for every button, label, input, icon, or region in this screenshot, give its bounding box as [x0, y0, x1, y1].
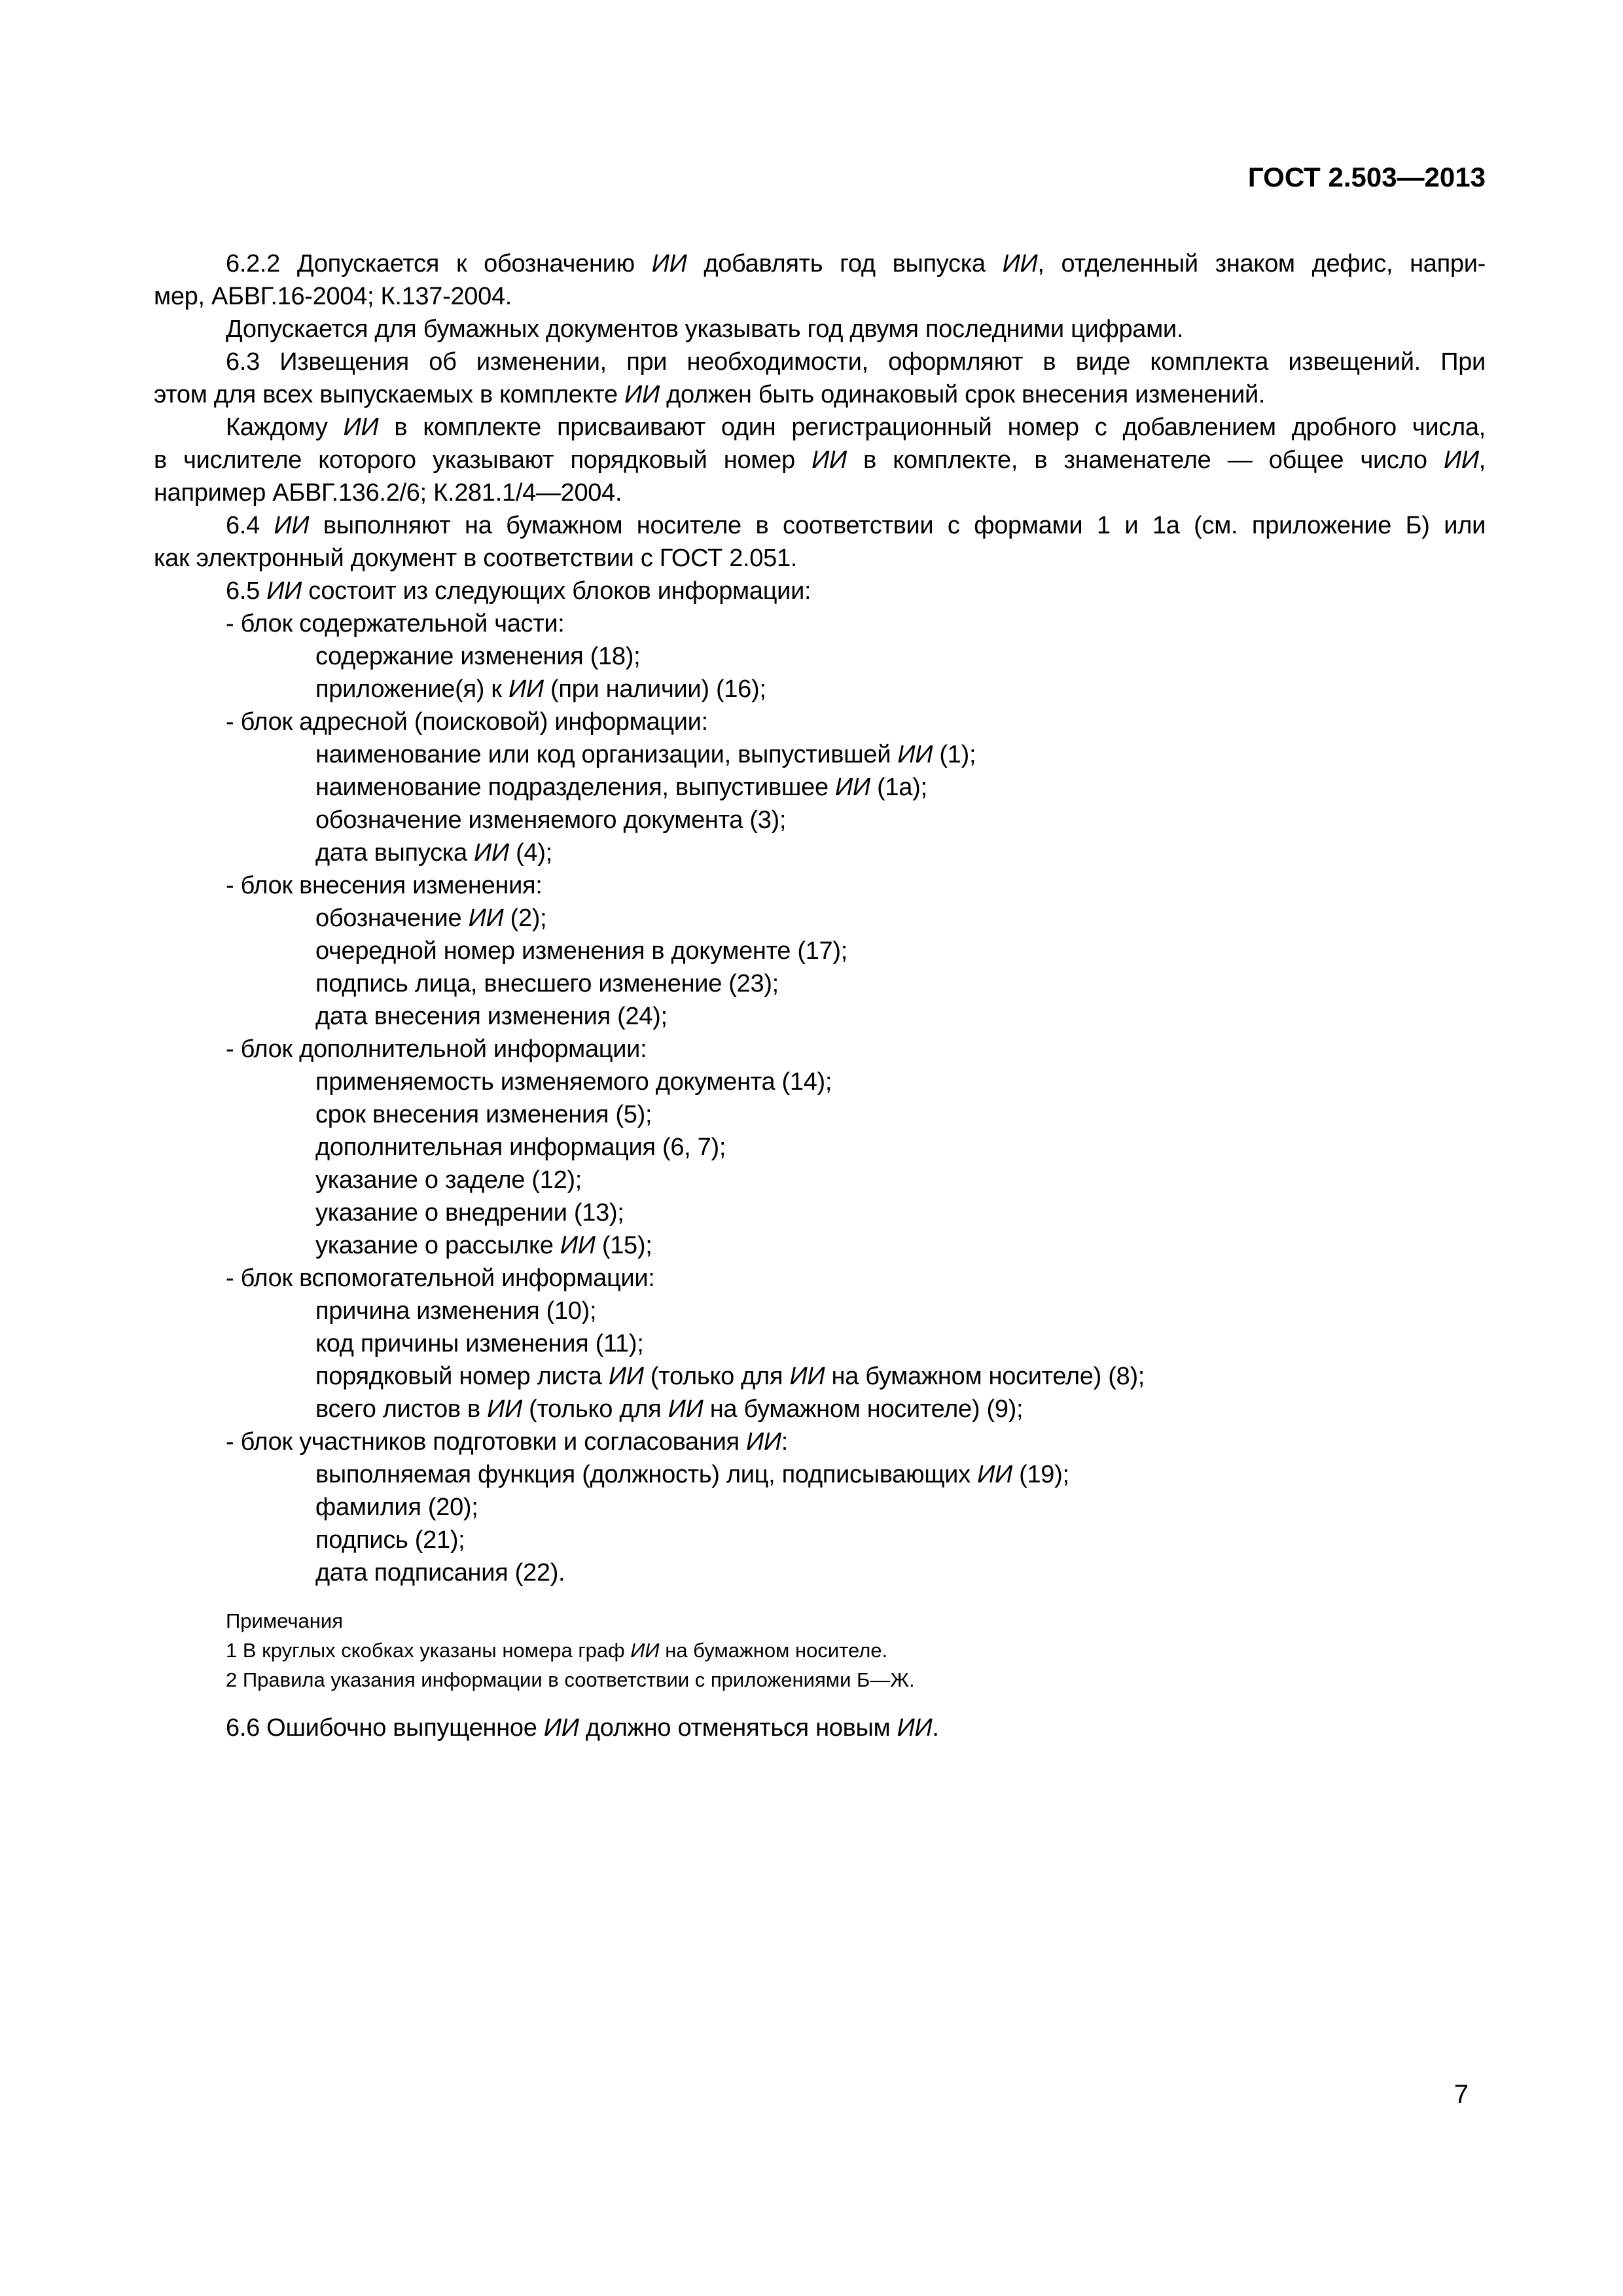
paragraph-continuation-line	[154, 476, 1486, 509]
text-segment: (при наличии) (16);	[543, 675, 766, 703]
sub-item-line	[154, 1524, 1486, 1556]
sub-item-line	[154, 1295, 1486, 1327]
sub-item-line	[154, 1360, 1486, 1393]
term-ii-italic: ИИ	[630, 1639, 660, 1662]
text-segment: указание о внедрении (13);	[315, 1199, 624, 1227]
list-item-line	[154, 607, 1486, 640]
notes-section	[154, 1606, 1486, 1695]
sub-item-line	[154, 673, 1486, 706]
text-segment: - блок дополнительной информации:	[226, 1035, 647, 1063]
term-ii-italic: ИИ	[474, 839, 509, 867]
text-segment: должно отменяться новым	[579, 1714, 897, 1742]
text-segment: (только для	[522, 1395, 668, 1423]
term-ii-italic: ИИ	[897, 741, 933, 768]
sub-item-line	[154, 1066, 1486, 1098]
text-segment: состоит из следующих блоков информации:	[301, 577, 812, 605]
term-ii-italic: ИИ	[624, 381, 660, 408]
sub-item-line	[154, 771, 1486, 804]
term-ii-italic: ИИ	[343, 414, 379, 441]
term-ii-italic: ИИ	[812, 446, 847, 474]
text-segment: должен быть одинаковый срок внесения изменений.	[659, 381, 1266, 408]
text-segment: дата подписания (22).	[315, 1559, 565, 1587]
sub-item-line	[154, 902, 1486, 935]
text-segment: 6.3 Извещения об изменении, при необходимости, оформляют в виде комплекта извещений. При	[226, 348, 1486, 376]
sub-item-line	[154, 1098, 1486, 1131]
text-segment: подпись (21);	[315, 1526, 465, 1554]
sub-item-line	[154, 738, 1486, 771]
sub-item-line	[154, 1000, 1486, 1033]
text-segment: этом для всех выпускаемых в комплекте	[154, 381, 625, 408]
sub-item-line	[154, 1131, 1486, 1164]
term-ii-italic: ИИ	[1443, 446, 1479, 474]
paragraph-line	[154, 575, 1486, 607]
term-ii-italic: ИИ	[1002, 250, 1038, 278]
text-segment: (2);	[503, 905, 547, 932]
text-segment: добавлять год выпуска	[687, 250, 1003, 278]
term-ii-italic: ИИ	[668, 1395, 704, 1423]
text-segment: содержание изменения (18);	[315, 643, 641, 670]
term-ii-italic: ИИ	[897, 1714, 933, 1742]
list-item-line	[154, 1426, 1486, 1458]
text-segment: в комплекте присваивают один регистрационный номер с добавлением дробного числа,	[378, 414, 1486, 441]
paragraph-line	[154, 346, 1486, 378]
text-segment: обозначение изменяемого документа (3);	[315, 806, 787, 834]
text-segment: 2 Правила указания информации в соответствии с приложениями Б—Ж.	[226, 1668, 915, 1691]
sub-item-line	[154, 1556, 1486, 1589]
term-ii-italic: ИИ	[560, 1232, 596, 1259]
text-segment: Примечания	[226, 1609, 343, 1632]
text-segment: Допускается для бумажных документов указывать год двумя последними цифрами.	[226, 315, 1184, 343]
paragraph-line	[154, 247, 1486, 280]
text-segment: 6.2.2 Допускается к обозначению	[226, 250, 652, 278]
text-segment: как электронный документ в соответствии с ГОСТ 2.051.	[154, 545, 798, 572]
text-segment: причина изменения (10);	[315, 1297, 597, 1325]
text-segment: :	[781, 1428, 789, 1456]
paragraph-line	[154, 509, 1486, 542]
term-ii-italic: ИИ	[543, 1714, 579, 1742]
sub-item-line	[154, 804, 1486, 836]
term-ii-italic: ИИ	[266, 577, 302, 605]
sub-item-line	[154, 1164, 1486, 1196]
sub-item-line	[154, 1393, 1486, 1426]
text-segment: обозначение	[315, 905, 469, 932]
text-segment: (19);	[1012, 1461, 1069, 1488]
sub-item-line	[154, 1458, 1486, 1491]
text-segment: 6.5	[226, 577, 267, 605]
text-segment: 1 В круглых скобках указаны номера граф	[226, 1639, 631, 1662]
text-segment: выполняемая функция (должность) лиц, подписывающих	[315, 1461, 978, 1488]
text-segment: дата внесения изменения (24);	[315, 1003, 668, 1030]
paragraph-line	[154, 313, 1486, 346]
text-segment: срок внесения изменения (5);	[315, 1101, 652, 1128]
sub-item-line	[154, 1491, 1486, 1524]
text-segment: , отделенный знаком дефис, напри-	[1037, 250, 1486, 278]
text-segment: в числителе которого указывают порядковый номер	[154, 446, 812, 474]
sub-item-line	[154, 1196, 1486, 1229]
list-item-line	[154, 706, 1486, 738]
term-ii-italic: ИИ	[835, 774, 870, 801]
text-segment: код причины изменения (11);	[315, 1330, 644, 1357]
text-segment: 6.4	[226, 512, 274, 539]
text-segment: - блок участников подготовки и согласования	[226, 1428, 747, 1456]
text-segment: выполняют на бумажном носителе в соответствии с формами 1 и 1а (см. приложение Б) или	[309, 512, 1486, 539]
text-segment: (1а);	[870, 774, 927, 801]
term-ii-italic: ИИ	[746, 1428, 781, 1456]
document-standard-header: ГОСТ 2.503—2013	[1247, 162, 1486, 192]
term-ii-italic: ИИ	[977, 1461, 1012, 1488]
page-content	[154, 0, 1486, 1744]
text-segment: Каждому	[226, 414, 344, 441]
text-segment: - блок адресной (поисковой) информации:	[226, 708, 708, 736]
text-segment: - блок содержательной части:	[226, 610, 565, 637]
text-segment: на бумажном носителе) (9);	[703, 1395, 1024, 1423]
list-item-line	[154, 1262, 1486, 1295]
text-segment: на бумажном носителе) (8);	[825, 1363, 1145, 1390]
text-segment: указание о заделе (12);	[315, 1166, 582, 1194]
text-segment: (только для	[643, 1363, 790, 1390]
text-segment: указание о рассылке	[315, 1232, 560, 1259]
sub-item-line	[154, 967, 1486, 1000]
text-segment: всего листов в	[315, 1395, 488, 1423]
text-segment: (1);	[933, 741, 976, 768]
text-segment: 6.6 Ошибочно выпущенное	[226, 1714, 544, 1742]
text-segment: наименование или код организации, выпустившей	[315, 741, 898, 768]
term-ii-italic: ИИ	[468, 905, 504, 932]
text-segment: например АБВГ.136.2/6; К.281.1/4—2004.	[154, 479, 622, 507]
text-segment: очередной номер изменения в документе (17);	[315, 937, 848, 965]
text-segment: в комплекте, в знаменателе — общее число	[846, 446, 1444, 474]
text-segment: дата выпуска	[315, 839, 474, 867]
paragraph-line	[154, 1712, 1486, 1744]
list-item-line	[154, 1033, 1486, 1066]
text-segment: - блок внесения изменения:	[226, 872, 543, 899]
text-segment: ,	[1478, 446, 1486, 474]
text-segment: на бумажном носителе.	[659, 1639, 888, 1662]
text-segment: наименование подразделения, выпустившее	[315, 774, 836, 801]
list-item-line	[154, 869, 1486, 902]
paragraph-continuation-line	[154, 280, 1486, 313]
text-segment: приложение(я) к	[315, 675, 508, 703]
text-segment: порядковый номер листа	[315, 1363, 609, 1390]
term-ii-italic: ИИ	[487, 1395, 522, 1423]
sub-item-line	[154, 640, 1486, 673]
text-segment: (15);	[595, 1232, 652, 1259]
term-ii-italic: ИИ	[651, 250, 687, 278]
note-line	[154, 1665, 1486, 1695]
text-segment: мер, АБВГ.16-2004; К.137-2004.	[154, 283, 512, 310]
text-segment: применяемость изменяемого документа (14);	[315, 1068, 832, 1096]
closing-section	[154, 1712, 1486, 1744]
text-segment: фамилия (20);	[315, 1494, 478, 1521]
term-ii-italic: ИИ	[274, 512, 310, 539]
text-segment: .	[932, 1714, 939, 1742]
note-line	[154, 1636, 1486, 1665]
text-segment: дополнительная информация (6, 7);	[315, 1134, 726, 1161]
paragraph-line	[154, 411, 1486, 444]
paragraph-continuation-line	[154, 378, 1486, 411]
term-ii-italic: ИИ	[789, 1363, 825, 1390]
sub-item-line	[154, 836, 1486, 869]
page-number: 7	[1454, 2080, 1469, 2109]
text-segment: (4);	[508, 839, 552, 867]
sub-item-line	[154, 1229, 1486, 1262]
sub-item-line	[154, 935, 1486, 967]
term-ii-italic: ИИ	[508, 675, 544, 703]
paragraph-continuation-line	[154, 542, 1486, 575]
sub-item-line	[154, 1327, 1486, 1360]
text-segment: - блок вспомогательной информации:	[226, 1265, 655, 1292]
paragraph-continuation-line	[154, 444, 1486, 476]
text-segment: подпись лица, внесшего изменение (23);	[315, 970, 779, 997]
notes-heading	[154, 1606, 1486, 1636]
main-text-section	[154, 247, 1486, 1589]
term-ii-italic: ИИ	[608, 1363, 644, 1390]
